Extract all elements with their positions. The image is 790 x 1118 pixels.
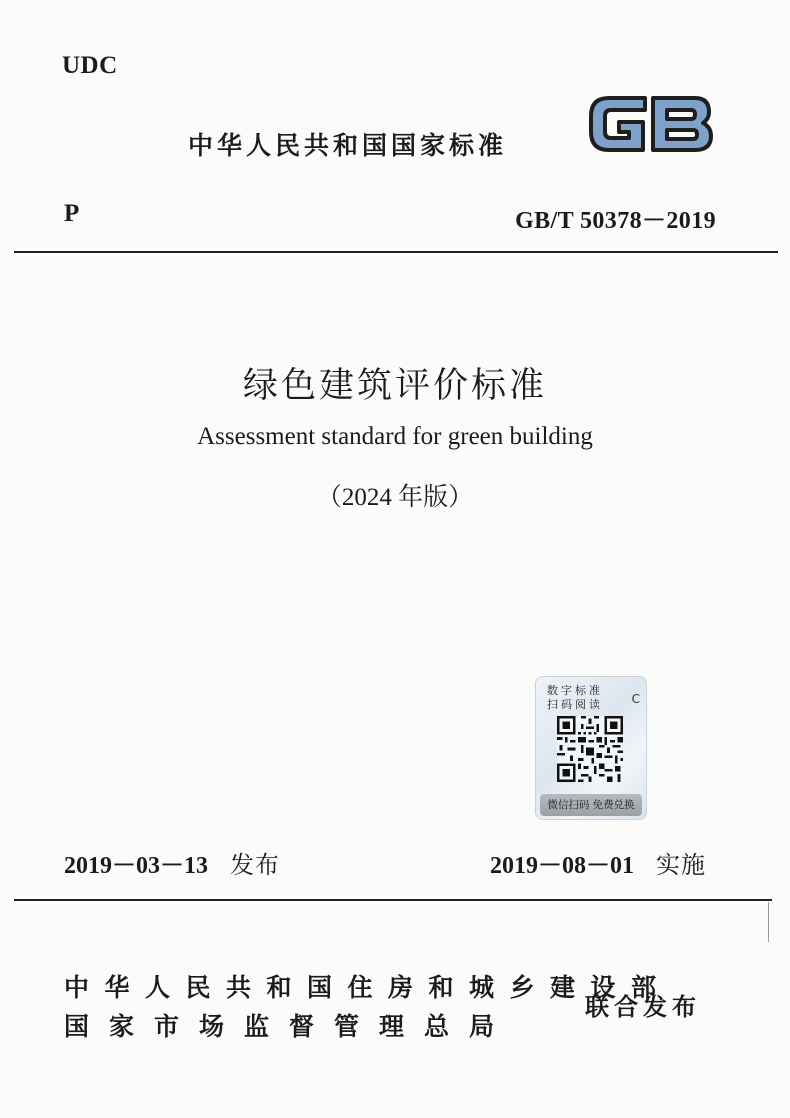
- issue-date-line: [64, 845, 280, 880]
- qr-top-line-1: 数字标准: [547, 684, 603, 697]
- top-divider: [14, 251, 778, 253]
- national-standard-heading: 中华人民共和国国家标准: [188, 131, 508, 160]
- implementation-date: 2019－08－01: [490, 853, 634, 879]
- edition-label: （2024 年版）: [316, 484, 474, 511]
- qr-top-text: [547, 684, 603, 712]
- joint-issue-label: 联合发布: [585, 993, 701, 1021]
- qr-code-label: [535, 676, 647, 820]
- issue-verb: 发布: [230, 851, 280, 879]
- issuer-line-2: 国家市场监督管理总局: [64, 1012, 515, 1041]
- title-chinese: 绿色建筑评价标准: [242, 366, 547, 405]
- implementation-date-line: [490, 845, 706, 880]
- qr-corner-mark: C: [631, 692, 640, 706]
- qr-code[interactable]: [555, 716, 625, 782]
- udc-label: UDC: [62, 52, 118, 79]
- bottom-divider: [14, 899, 772, 901]
- classification-code: P: [64, 200, 80, 227]
- gb-logo: [583, 88, 717, 158]
- standard-number: GB/T 50378－2019: [515, 208, 716, 234]
- qr-top-line-2: 扫码阅读: [547, 698, 603, 711]
- implementation-verb: 实施: [656, 851, 706, 879]
- gb-logo-mark: [591, 98, 711, 150]
- issuer-line-1: 中华人民共和国住房和城乡建设部: [64, 973, 672, 1002]
- qr-bottom-banner: 微信扫码 免费兑换: [540, 794, 642, 816]
- title-english: Assessment standard for green building: [197, 423, 593, 450]
- bottom-divider-edge: [768, 902, 769, 942]
- issue-date: 2019－03－13: [64, 853, 208, 879]
